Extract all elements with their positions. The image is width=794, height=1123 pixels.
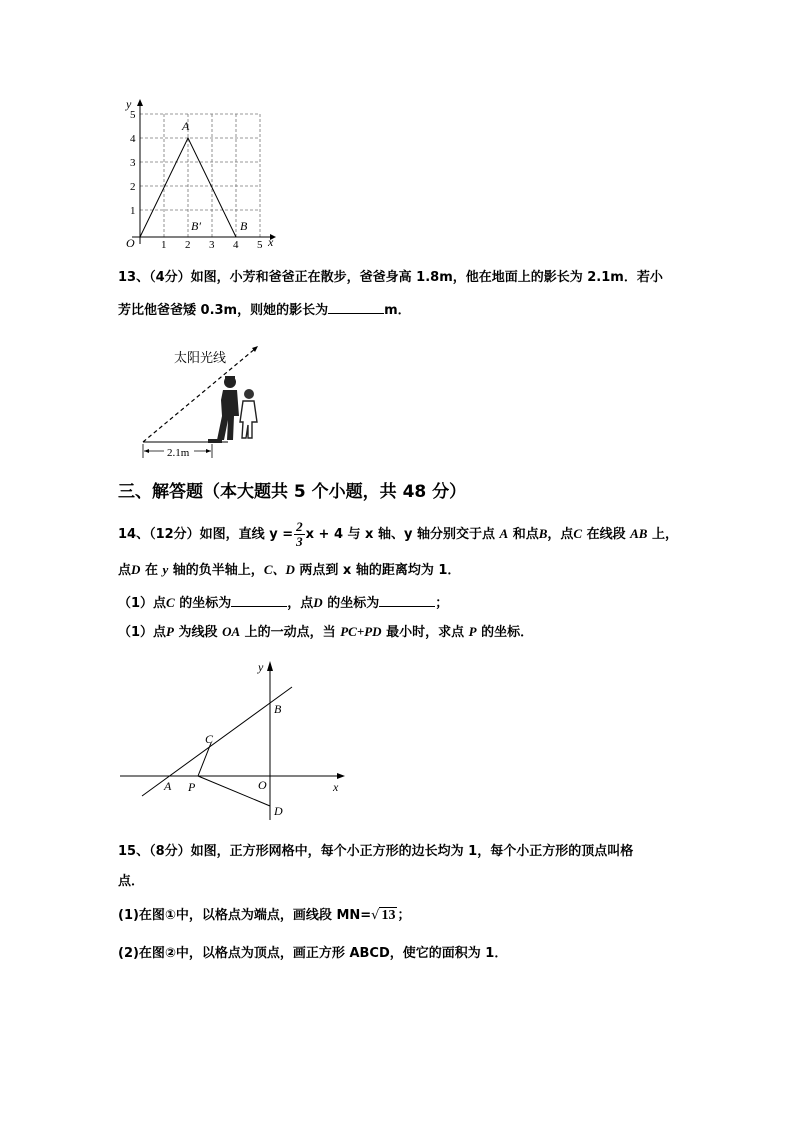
segment-label: OA (222, 624, 241, 639)
q14-line1 (118, 520, 678, 549)
q13-text: 芳比他爸爸矮 0.3m，则她的影长为 (118, 303, 329, 318)
q14-text: 点 (118, 563, 132, 578)
q14-line2 (118, 560, 460, 581)
point-b-label: B (274, 702, 282, 716)
point-b-prime-label: B′ (191, 219, 201, 233)
q14-text: 的坐标为 (327, 596, 380, 611)
q15-text: (1)在图①中，以格点为端点，画线段 MN= (118, 908, 372, 923)
answer-blank[interactable] (379, 592, 435, 607)
father-figure (208, 376, 239, 443)
y-tick: 5 (130, 109, 136, 121)
grid-triangle-figure (118, 94, 283, 254)
x-tick: 3 (209, 239, 215, 251)
q14-text: x + 4 与 x 轴、y 轴分别交于点 (305, 527, 495, 542)
q15-text: ； (397, 908, 411, 923)
x-tick: 2 (185, 239, 191, 251)
x-tick: 5 (257, 239, 263, 251)
q14-text: 在 (144, 563, 158, 578)
q14-text: 最小时，求点 (386, 625, 465, 640)
sqrt-value: 13 (381, 908, 396, 923)
point-label: P (468, 624, 477, 639)
answer-blank[interactable] (231, 592, 287, 607)
point-a-label: A (182, 119, 190, 133)
point-p-label: P (188, 780, 196, 794)
sqrt-symbol: √ (371, 908, 380, 923)
q13-unit: m． (384, 303, 411, 318)
q14-text: 为线段 (178, 625, 218, 640)
q13-line1: 13、（4分）如图，小芳和爸爸正在散步，爸爸身高 1.8m，他在地面上的影长为 2.1m．若小 (118, 270, 663, 285)
y-tick: 1 (130, 205, 136, 217)
q14-text: 轴的负半轴上， (172, 563, 264, 578)
x-label: x (333, 780, 339, 794)
q14-text: （1）点 (118, 625, 167, 640)
q14-text: ，点 (547, 527, 574, 542)
section-title: 三、解答题（本大题共 5 个小题，共 48 分） (118, 482, 467, 502)
coordinate-figure (115, 655, 355, 830)
q14-text: 的坐标为 (179, 596, 232, 611)
y-tick: 4 (130, 133, 136, 145)
point-label: B (538, 526, 548, 541)
q14-text: 上， (652, 527, 679, 542)
q14-text: ； (435, 596, 449, 611)
shadow-figure (138, 340, 263, 465)
frac-num: 2 (296, 519, 303, 534)
q14-text: 上的一动点，当 (244, 625, 336, 640)
point-label: A (499, 526, 509, 541)
point-a-label: A (164, 779, 172, 793)
segment-cp (198, 743, 211, 776)
point-c-label: C (205, 732, 214, 746)
q15-sub1 (118, 906, 410, 926)
answer-blank[interactable] (328, 299, 384, 314)
q14-text: 在线段 (586, 527, 626, 542)
point-label: C (166, 595, 175, 610)
q15-sub2: (2)在图②中，以格点为顶点，画正方形 ABCD，使它的面积为 1． (118, 946, 508, 961)
y-tick: 2 (130, 181, 136, 193)
origin-label: O (126, 236, 135, 250)
q14-text: 14、（12分）如图，直线 y = (118, 527, 294, 542)
x-tick: 4 (233, 239, 239, 251)
daughter-figure (240, 389, 257, 438)
fraction (294, 520, 305, 549)
axis-label: y (162, 562, 169, 577)
q14-sub2 (118, 622, 533, 643)
point-label: C (573, 526, 583, 541)
expression: PC+PD (340, 624, 382, 639)
point-label: D (313, 595, 323, 610)
x-tick: 1 (161, 239, 167, 251)
point-label: P (166, 624, 174, 639)
q13-line2 (118, 299, 411, 321)
y-axis-label: y (126, 97, 132, 111)
q14-text: （1）点 (118, 596, 167, 611)
q15-line1: 15、（8分）如图，正方形网格中，每个小正方形的边长均为 1，每个小正方形的顶点叫格 (118, 844, 634, 859)
q14-text: ，点 (287, 596, 314, 611)
q14-text: 和点 (512, 527, 539, 542)
y-label: y (258, 660, 264, 674)
segment-label: AB (630, 526, 648, 541)
frac-den: 3 (296, 534, 303, 549)
y-tick: 3 (130, 157, 136, 169)
point-label: C、D (263, 562, 295, 577)
triangle-path (140, 138, 236, 237)
x-axis-label: x (268, 235, 274, 249)
sun-ray-label: 太阳光线 (174, 350, 227, 365)
q14-text: 两点到 x 轴的距离均为 1． (299, 563, 461, 578)
q15-line2: 点． (118, 874, 145, 889)
point-d-label: D (274, 804, 283, 818)
origin-label: O (258, 778, 267, 792)
q14-sub1 (118, 592, 448, 614)
q14-text: 的坐标． (481, 625, 534, 640)
point-label: D (131, 562, 141, 577)
point-b-label: B (240, 219, 248, 233)
shadow-length-label: 2.1m (167, 447, 190, 459)
